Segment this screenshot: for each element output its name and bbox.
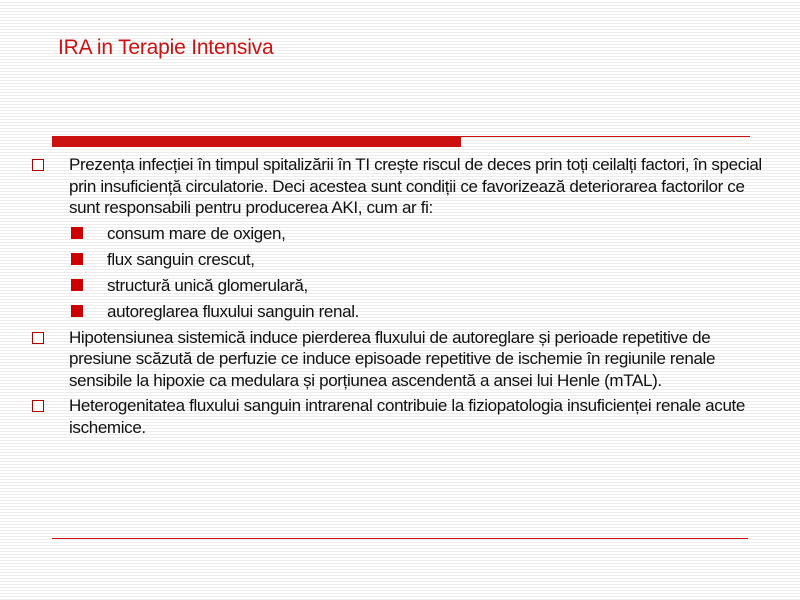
subbullet-text: flux sanguin crescut, <box>107 249 255 269</box>
subbullet-text: autoreglarea fluxului sanguin renal. <box>107 301 360 321</box>
hollow-square-bullet-icon <box>32 159 44 171</box>
slide-title: IRA in Terapie Intensiva <box>58 36 274 59</box>
bullet-item <box>28 154 776 219</box>
subbullet-item <box>28 223 776 245</box>
bullet-item <box>28 327 776 392</box>
subbullet-text: structură unică glomerulară, <box>107 275 308 295</box>
slide-content <box>28 154 776 442</box>
subbullet-item <box>28 275 776 297</box>
hollow-square-bullet-icon <box>32 400 44 412</box>
subbullet-item <box>28 301 776 323</box>
bullet-text: Hipotensiunea sistemică induce pierderea fluxului de autoreglare și perioade repetitive de presiune scăzută de perfuzie ce induce episoade repetitive de ischemie în regiunile renale sensibile la hipoxie ca medulara și porțiunea ascendentă a ansei lui Henle (mTAL). <box>69 327 716 390</box>
hollow-square-bullet-icon <box>32 332 44 344</box>
filled-square-bullet-icon <box>71 279 83 291</box>
bullet-text: Heterogenitatea fluxului sanguin intrarenal contribuie la fiziopatologia insuficienței renale acute ischemice. <box>69 396 746 437</box>
filled-square-bullet-icon <box>71 253 83 265</box>
filled-square-bullet-icon <box>71 227 83 239</box>
filled-square-bullet-icon <box>71 305 83 317</box>
title-underline-bar <box>52 136 750 147</box>
footer-divider <box>52 538 748 539</box>
bullet-text: Prezența infecției în timpul spitalizării în TI crește riscul de deces prin toți ceilalți factori, în special prin insuficiență circulatorie. Deci acestea sunt condiții ce favorizează deteriorarea factorilor ce sunt responsabili pentru producerea AKI, cum ar fi: <box>69 155 762 217</box>
bullet-item <box>28 395 776 438</box>
title-underline-thick <box>52 136 461 147</box>
subbullet-item <box>28 249 776 271</box>
title-underline-thin <box>461 136 750 137</box>
subbullet-text: consum mare de oxigen, <box>107 223 286 243</box>
